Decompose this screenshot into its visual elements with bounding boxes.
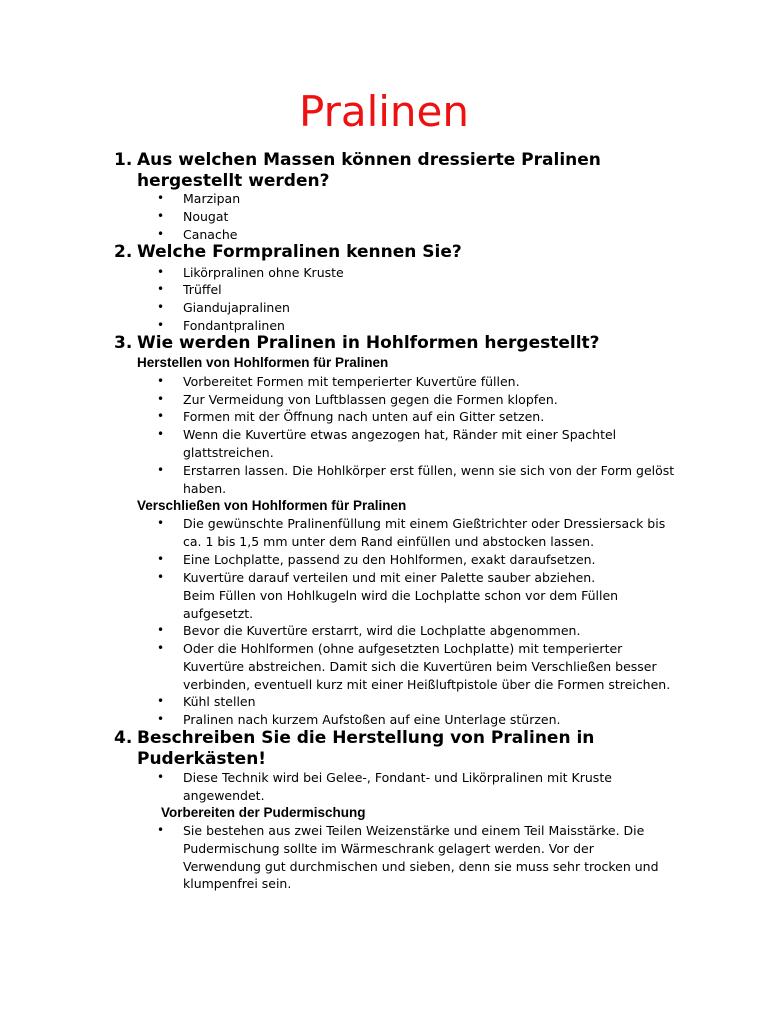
list-item: Giandujapralinen: [183, 300, 290, 315]
list-item: Pralinen nach kurzem Aufstoßen auf eine Unterlage stürzen.: [183, 712, 561, 727]
question-number: 4.: [114, 728, 133, 748]
question-text: Aus welchen Massen können dressierte Pralinen hergestellt werden?: [137, 150, 601, 191]
question-number: 2.: [114, 242, 133, 262]
question-1: [114, 150, 654, 192]
list-item: Bevor die Kuvertüre erstarrt, wird die Lochplatte abgenommen.: [183, 623, 581, 638]
list-item: Vorbereitet Formen mit temperierter Kuvertüre füllen.: [183, 374, 520, 389]
bullet-icon: •: [157, 623, 165, 637]
bullet-icon: •: [157, 191, 165, 205]
question-number: 1.: [114, 150, 133, 170]
question-text: Welche Formpralinen kennen Sie?: [137, 242, 462, 262]
list-item-note: Beim Füllen von Hohlkugeln wird die Lochplatte schon vor dem Füllen aufgesetzt.: [183, 588, 619, 621]
list-item: Eine Lochplatte, passend zu den Hohlformen, exakt daraufsetzen.: [183, 552, 596, 567]
list-item: Die gewünschte Pralinenfüllung mit einem Gießtrichter oder Dressiersack bis ca. 1 bis 1,5 mm unter dem Rand einfüllen und abstocken lassen.: [183, 516, 666, 549]
bullet-icon: •: [157, 516, 165, 530]
bullet-icon: •: [157, 427, 165, 441]
bullet-icon: •: [157, 770, 165, 784]
list-item: Oder die Hohlformen (ohne aufgesetzten Lochplatte) mit temperierter Kuvertüre abstreichen. Damit sich die Kuvertüren beim Verschließen besser verbinden, eventuell kurz mit einer Heißluftpistole über die Formen streichen.: [183, 641, 671, 692]
list-item: Canache: [183, 227, 238, 242]
bullet-icon: •: [157, 463, 165, 477]
list-item: Erstarren lassen. Die Hohlkörper erst füllen, wenn sie sich von der Form gelöst haben.: [183, 463, 675, 496]
bullet-icon: •: [157, 300, 165, 314]
list-item: Sie bestehen aus zwei Teilen Weizenstärke und einem Teil Maisstärke. Die Pudermischung sollte im Wärmeschrank gelagert werden. Vor der Verwendung gut durchmischen und sieben, denn sie muss sehr trocken und klumpenfrei sein.: [183, 823, 659, 892]
question-text: Wie werden Pralinen in Hohlformen hergestellt?: [137, 333, 600, 353]
section-subheading: Herstellen von Hohlformen für Pralinen: [137, 355, 389, 370]
question-number: 3.: [114, 333, 133, 353]
page-title: Pralinen: [298, 87, 469, 136]
bullet-icon: •: [157, 570, 165, 584]
list-item: Likörpralinen ohne Kruste: [183, 265, 344, 280]
list-item: Wenn die Kuvertüre etwas angezogen hat, Ränder mit einer Spachtel glattstreichen.: [183, 427, 617, 460]
bullet-icon: •: [157, 552, 165, 566]
list-item: Marzipan: [183, 191, 241, 206]
list-item: Formen mit der Öffnung nach unten auf ein Gitter setzen.: [183, 409, 545, 424]
list-item: Zur Vermeidung von Luftblassen gegen die Formen klopfen.: [183, 392, 558, 407]
section-subheading: Vorbereiten der Pudermischung: [161, 805, 366, 820]
bullet-icon: •: [157, 712, 165, 726]
bullet-icon: •: [157, 823, 165, 837]
bullet-icon: •: [157, 265, 165, 279]
question-text: Beschreiben Sie die Herstellung von Pralinen in Puderkästen!: [137, 728, 595, 769]
question-2: [114, 242, 654, 263]
list-item: Kuvertüre darauf verteilen und mit einer Palette sauber abziehen.: [183, 570, 596, 585]
bullet-icon: •: [157, 282, 165, 296]
list-item: Fondantpralinen: [183, 318, 285, 333]
bullet-icon: •: [157, 209, 165, 223]
section-subheading: Verschließen von Hohlformen für Pralinen: [137, 498, 407, 513]
list-item: Nougat: [183, 209, 229, 224]
bullet-icon: •: [157, 694, 165, 708]
question-3: [114, 333, 654, 354]
bullet-icon: •: [157, 409, 165, 423]
bullet-icon: •: [157, 227, 165, 241]
list-item: Diese Technik wird bei Gelee-, Fondant- und Likörpralinen mit Kruste angewendet.: [183, 770, 612, 803]
list-item: Trüffel: [183, 282, 222, 297]
bullet-icon: •: [157, 374, 165, 388]
bullet-icon: •: [157, 318, 165, 332]
list-item: Kühl stellen: [183, 694, 256, 709]
question-4: [114, 728, 634, 770]
bullet-icon: •: [157, 392, 165, 406]
bullet-icon: •: [157, 641, 165, 655]
